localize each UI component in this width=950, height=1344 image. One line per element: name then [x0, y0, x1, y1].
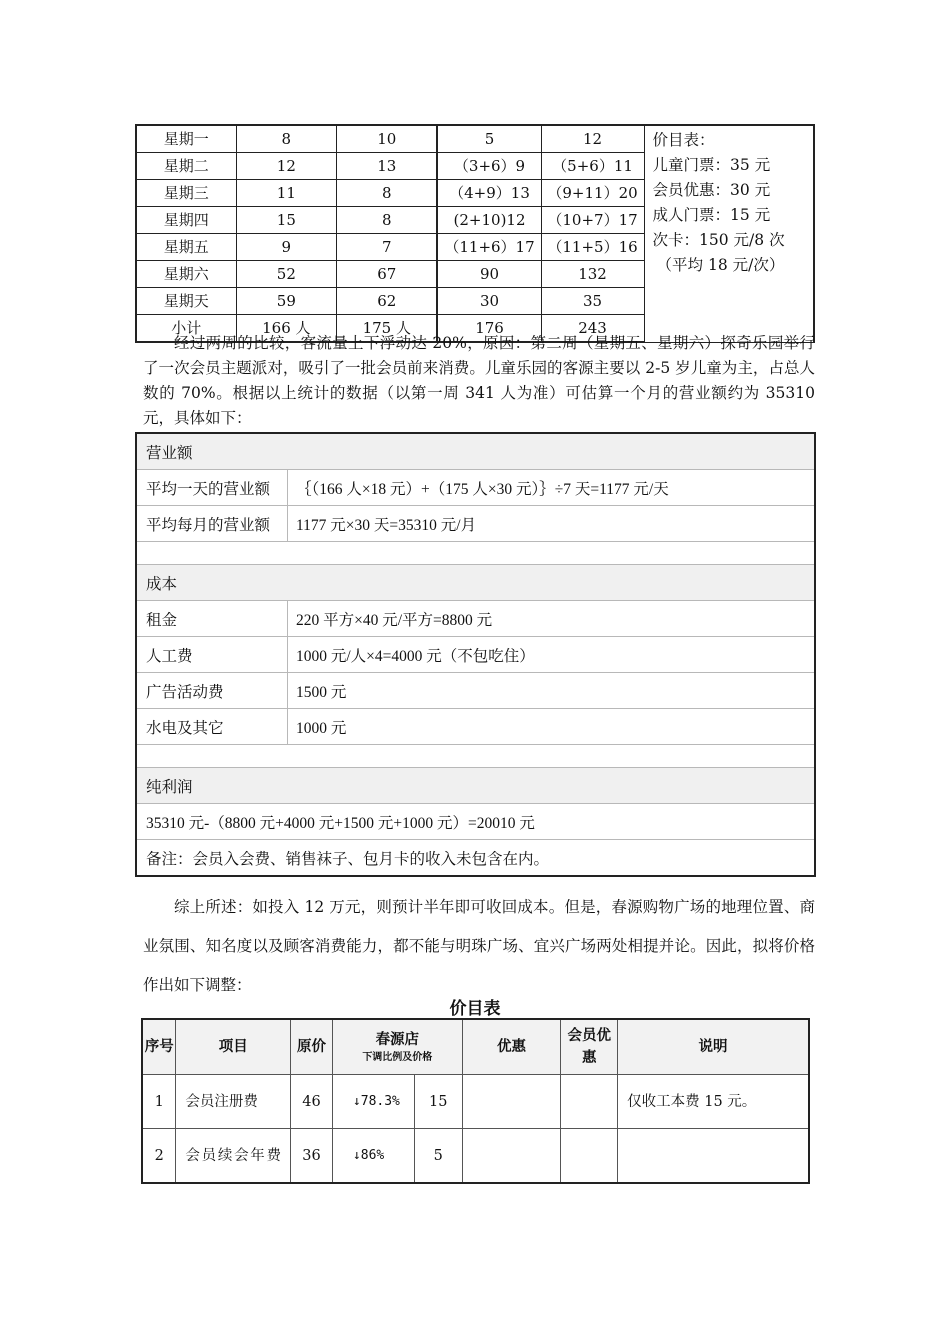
week1-count-a: 9 — [236, 234, 336, 261]
day-cell: 星期六 — [136, 261, 236, 288]
labor-label: 人工费 — [136, 637, 288, 673]
header-discount: 优惠 — [462, 1019, 561, 1075]
header-orig: 原价 — [291, 1019, 333, 1075]
week2-count-b: （5+6）11 — [541, 153, 644, 180]
labor-value: 1000 元/人×4=4000 元（不包吃住） — [288, 637, 816, 673]
week2-count-b: （10+7）17 — [541, 207, 644, 234]
week1-count-b: 7 — [337, 234, 438, 261]
week2-count-b: 12 — [541, 125, 644, 153]
week2-count-a: 90 — [437, 261, 541, 288]
header-seq: 序号 — [142, 1019, 176, 1075]
conclusion-paragraph: 综上所述：如投入 12 万元，则预计半年即可收回成本。但是，春源购物广场的地理位置、商业氛围、知名度以及顾客消费能力，都不能与明珠广场、宜兴广场两处相提并论。因此，拟将价格作出如下调整： — [143, 898, 815, 994]
header-member: 会员优惠 — [561, 1019, 618, 1075]
week1-count-a: 12 — [236, 153, 336, 180]
weekly-visitor-table — [135, 124, 815, 343]
table-row — [136, 601, 815, 637]
spacer-row — [136, 745, 815, 768]
note-cell: 仅收工本费 15 元。 — [618, 1075, 809, 1129]
week2-count-a: 30 — [437, 288, 541, 315]
table-row — [136, 506, 815, 542]
price-table-title: 价目表 — [449, 999, 501, 1019]
week1-count-a: 52 — [236, 261, 336, 288]
week2-count-a: （3+6）9 — [437, 153, 541, 180]
seq-cell: 2 — [142, 1129, 176, 1184]
table-row — [136, 637, 815, 673]
profit-value: 35310 元-（8800 元+4000 元+1500 元+1000 元）=20010 元 — [136, 804, 815, 840]
cost-header: 成本 — [136, 565, 815, 601]
header-store — [332, 1019, 462, 1075]
discount-cell — [462, 1129, 561, 1184]
day-cell: 星期二 — [136, 153, 236, 180]
table-row — [136, 804, 815, 840]
header-store-sub: 下调比例及价格 — [362, 1052, 433, 1063]
table-row — [136, 565, 815, 601]
header-store-label: 春源店 — [375, 1032, 420, 1048]
price-note-child: 儿童门票：35 元 — [652, 156, 771, 174]
price-note-title: 价目表： — [652, 131, 715, 149]
week2-subtotal-a: 176 — [437, 315, 541, 343]
week2-count-a: 5 — [437, 125, 541, 153]
spacer-cell — [136, 542, 815, 565]
header-item: 项目 — [176, 1019, 291, 1075]
header-note: 说明 — [618, 1019, 809, 1075]
ads-value: 1500 元 — [288, 673, 816, 709]
week2-count-a: （11+6）17 — [437, 234, 541, 261]
week1-count-b: 8 — [337, 207, 438, 234]
spacer-cell — [136, 745, 815, 768]
week1-count-b: 8 — [337, 180, 438, 207]
price-note-cell — [644, 125, 814, 342]
reduction-cell: ↓78.3% — [332, 1075, 414, 1129]
week1-count-a: 15 — [236, 207, 336, 234]
week2-count-a: （4+9）13 — [437, 180, 541, 207]
table-row — [136, 673, 815, 709]
remark: 备注：会员入会费、销售袜子、包月卡的收入未包含在内。 — [136, 840, 815, 877]
utility-value: 1000 元 — [288, 709, 816, 745]
week2-count-a: (2+10)12 — [437, 207, 541, 234]
week1-count-b: 13 — [337, 153, 438, 180]
day-cell: 星期五 — [136, 234, 236, 261]
day-cell: 星期三 — [136, 180, 236, 207]
orig-price-cell: 36 — [291, 1129, 333, 1184]
table-row — [136, 433, 815, 470]
price-note-card: 次卡：150 元/8 次 — [652, 231, 785, 249]
note-cell — [618, 1129, 809, 1184]
price-note-member: 会员优惠：30 元 — [652, 181, 771, 199]
ads-label: 广告活动费 — [136, 673, 288, 709]
day-cell: 星期一 — [136, 125, 236, 153]
item-cell: 会员注册费 — [176, 1075, 291, 1129]
daily-revenue-label: 平均一天的营业额 — [136, 470, 288, 506]
week1-count-a: 8 — [236, 125, 336, 153]
week2-subtotal-b: 243 — [541, 315, 644, 343]
seq-cell: 1 — [142, 1075, 176, 1129]
week2-count-b: 35 — [541, 288, 644, 315]
table-row — [136, 125, 814, 153]
item-cell: 会员续会年费 — [176, 1129, 291, 1184]
day-cell: 星期天 — [136, 288, 236, 315]
member-discount-cell — [561, 1129, 618, 1184]
revenue-table — [135, 432, 816, 877]
monthly-revenue-value: 1177 元×30 天=35310 元/月 — [288, 506, 816, 542]
table-row — [136, 768, 815, 804]
table-row — [136, 709, 815, 745]
revenue-header: 营业额 — [136, 433, 815, 470]
week1-count-a: 59 — [236, 288, 336, 315]
price-table — [141, 1018, 810, 1184]
table-row — [142, 1075, 809, 1129]
daily-revenue-value: ｛（166 人×18 元）+（175 人×30 元）｝÷7 天=1177 元/天 — [288, 470, 816, 506]
week1-count-a: 11 — [236, 180, 336, 207]
table-header-row — [142, 1019, 809, 1075]
new-price-cell: 15 — [414, 1075, 462, 1129]
analysis-paragraph: 经过两周的比较，客流量上下浮动达 20%，原因：第二周（星期五、星期六）探奇乐园举行了一次会员主题派对，吸引了一批会员前来消费。儿童乐园的客源主要以 2-5 岁儿童为主，占总人数的 70%。根据以上统计的数据（以第一周 341 人为准）可估算一个月的营业额约为 35310 元，具体如下： — [143, 334, 815, 427]
day-cell: 星期四 — [136, 207, 236, 234]
discount-cell — [462, 1075, 561, 1129]
week1-count-b: 10 — [337, 125, 438, 153]
table-row — [142, 1129, 809, 1184]
week2-count-b: 132 — [541, 261, 644, 288]
new-price-cell: 5 — [414, 1129, 462, 1184]
week2-count-b: （11+5）16 — [541, 234, 644, 261]
week1-subtotal-b: 175 人 — [337, 315, 438, 343]
week1-count-b: 67 — [337, 261, 438, 288]
table-row — [136, 840, 815, 877]
week1-subtotal-a: 166 人 — [236, 315, 336, 343]
spacer-row — [136, 542, 815, 565]
week1-count-b: 62 — [337, 288, 438, 315]
utility-label: 水电及其它 — [136, 709, 288, 745]
member-discount-cell — [561, 1075, 618, 1129]
profit-header: 纯利润 — [136, 768, 815, 804]
orig-price-cell: 46 — [291, 1075, 333, 1129]
rent-value: 220 平方×40 元/平方=8800 元 — [288, 601, 816, 637]
reduction-cell: ↓86% — [332, 1129, 414, 1184]
subtotal-label: 小计 — [136, 315, 236, 343]
table-row — [136, 470, 815, 506]
week2-count-b: （9+11）20 — [541, 180, 644, 207]
price-note-avg: （平均 18 元/次） — [656, 256, 785, 274]
rent-label: 租金 — [136, 601, 288, 637]
price-note-adult: 成人门票：15 元 — [652, 206, 771, 224]
monthly-revenue-label: 平均每月的营业额 — [136, 506, 288, 542]
